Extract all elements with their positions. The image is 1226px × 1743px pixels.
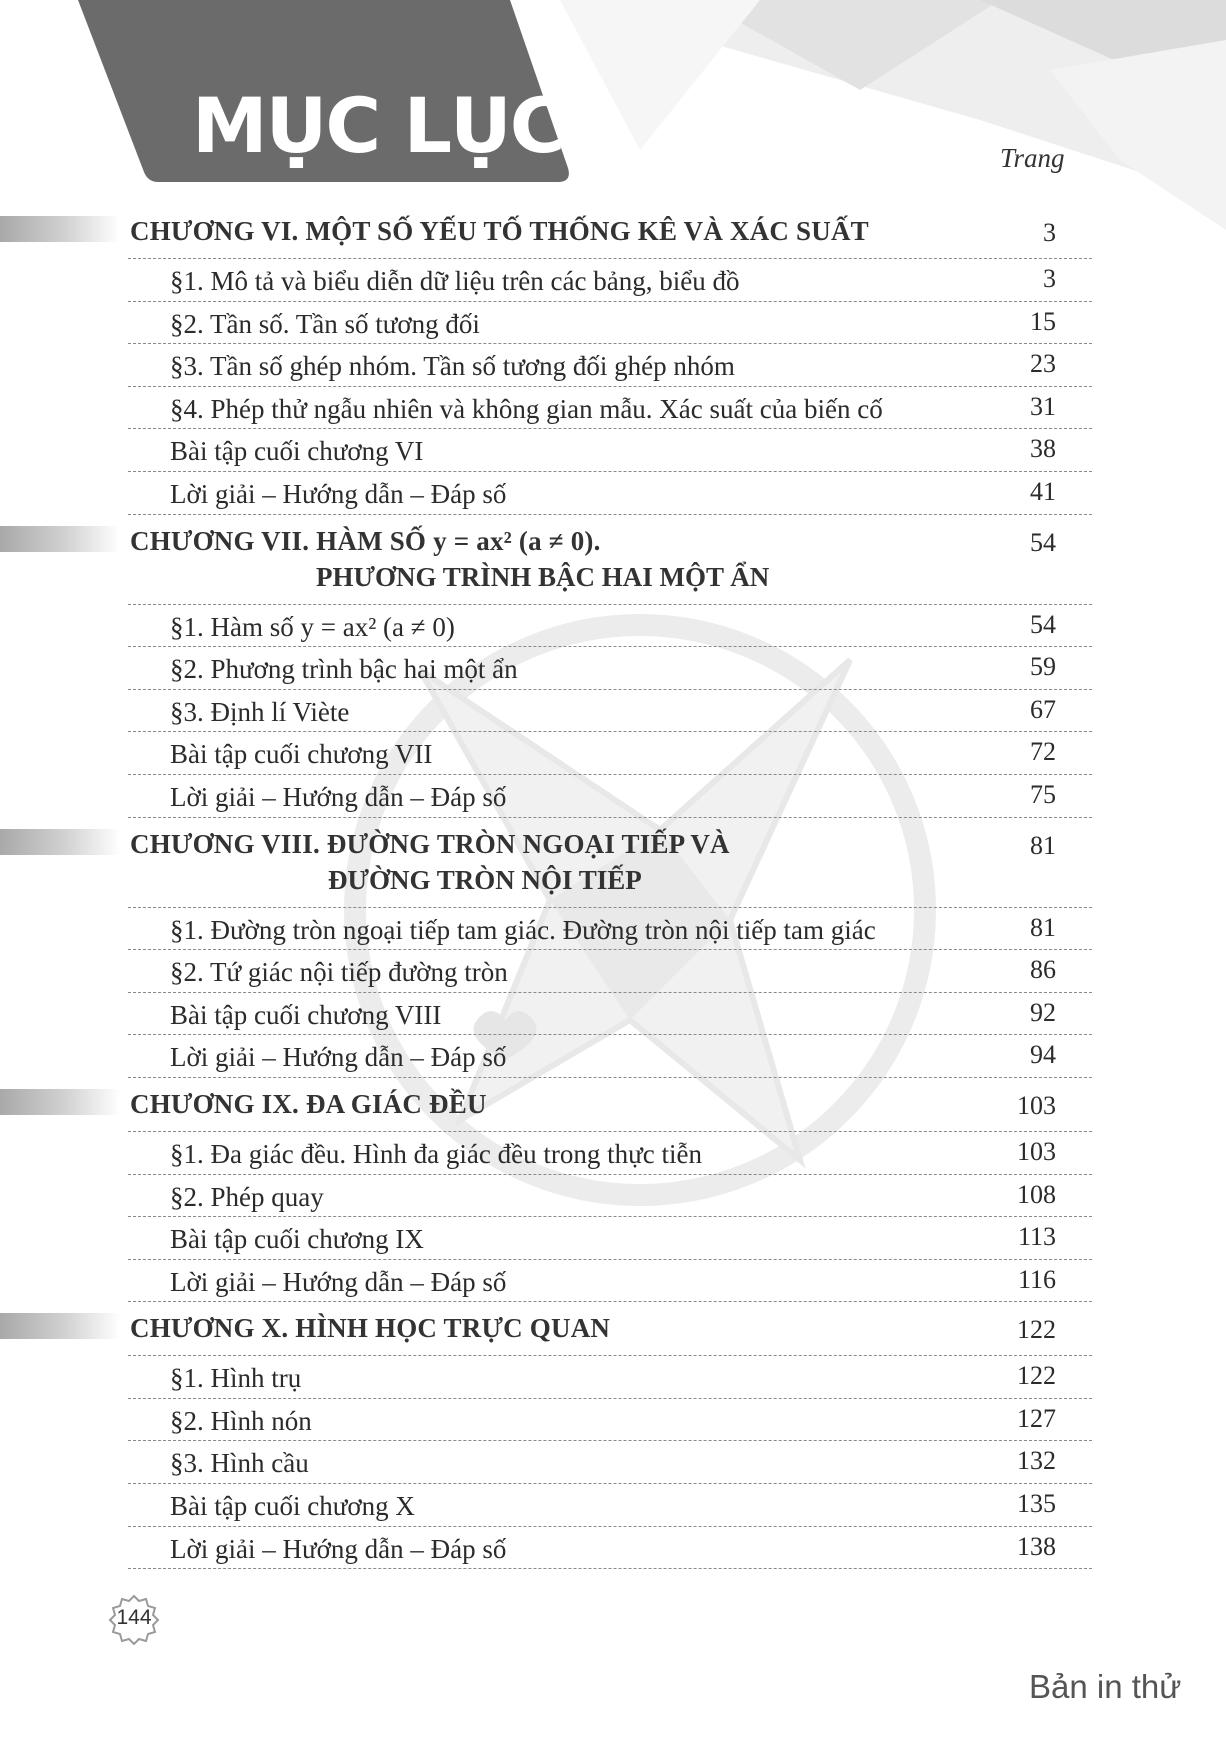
entry-label: §1. Đa giác đều. Hình đa giác đều trong thực tiễn — [170, 1138, 702, 1169]
entry-page-number: 81 — [1030, 912, 1056, 942]
entry-label: Lời giải – Hướng dẫn – Đáp số — [170, 1533, 507, 1564]
entry-label: §1. Mô tả và biểu diễn dữ liệu trên các bảng, biểu đồ — [170, 266, 740, 296]
entry-page-number: 75 — [1030, 779, 1056, 809]
entry-page-number: 94 — [1030, 1040, 1056, 1070]
toc-entry[interactable] — [128, 1217, 1092, 1260]
toc-entry[interactable] — [128, 1260, 1092, 1303]
entry-page-number: 116 — [1017, 1264, 1056, 1294]
chapter-bar-decoration — [0, 526, 120, 552]
chapter-row[interactable] — [128, 515, 1092, 605]
entry-label: §1. Hàm số y = ax² (a ≠ 0) — [170, 611, 455, 642]
entry-label: Lời giải – Hướng dẫn – Đáp số — [170, 781, 507, 812]
table-of-contents — [0, 205, 1226, 1569]
entry-label: §2. Phương trình bậc hai một ẩn — [170, 654, 518, 685]
entry-page-number: 86 — [1030, 955, 1056, 985]
chapter-bar-decoration — [0, 1313, 120, 1339]
entry-label: §2. Hình nón — [170, 1405, 312, 1436]
entry-page-number: 138 — [1017, 1531, 1056, 1561]
entry-label: §3. Hình cầu — [170, 1448, 309, 1479]
toc-entry[interactable] — [128, 429, 1092, 472]
entry-page-number: 122 — [1017, 1361, 1056, 1391]
entry-label: §1. Hình trụ — [170, 1363, 302, 1394]
entry-page-number: 15 — [1030, 306, 1056, 336]
toc-entry[interactable] — [128, 1484, 1092, 1527]
chapter-page-number: 103 — [1017, 1090, 1056, 1120]
toc-entry[interactable] — [128, 472, 1092, 515]
entry-label: Lời giải – Hướng dẫn – Đáp số — [170, 1042, 507, 1073]
toc-entry[interactable] — [128, 993, 1092, 1036]
toc-entry[interactable] — [128, 647, 1092, 690]
toc-entry[interactable] — [128, 1441, 1092, 1484]
entry-page-number: 132 — [1017, 1446, 1056, 1476]
entry-page-number: 54 — [1030, 609, 1056, 639]
entry-page-number: 59 — [1030, 652, 1056, 682]
toc-entry[interactable] — [128, 690, 1092, 733]
entry-page-number: 103 — [1017, 1136, 1056, 1166]
chapter-row[interactable] — [128, 205, 1092, 259]
chapter-title: CHƯƠNG X. HÌNH HỌC TRỰC QUAN — [130, 1313, 611, 1344]
chapter-title: CHƯƠNG VI. MỘT SỐ YẾU TỐ THỐNG KÊ VÀ XÁC SUẤT — [130, 216, 869, 246]
entry-label: Bài tập cuối chương X — [170, 1491, 415, 1522]
toc-entry[interactable] — [128, 1175, 1092, 1218]
chapter-title: CHƯƠNG IX. ĐA GIÁC ĐỀU — [130, 1088, 487, 1119]
chapter-title-line2: ĐƯỜNG TRÒN NỘI TIẾP — [328, 864, 642, 895]
entry-label: §4. Phép thử ngẫu nhiên và không gian mẫu. Xác suất của biến cố — [170, 393, 883, 424]
entry-page-number: 31 — [1030, 391, 1056, 421]
entry-label: §1. Đường tròn ngoại tiếp tam giác. Đường tròn nội tiếp tam giác — [170, 914, 876, 945]
entry-label: Lời giải – Hướng dẫn – Đáp số — [170, 1266, 507, 1297]
toc-entry[interactable] — [128, 1527, 1092, 1570]
page-title: MỤC LỤC — [192, 81, 564, 170]
chapter-page-number: 81 — [1030, 830, 1056, 860]
page-column-label: Trang — [1000, 143, 1065, 173]
page-number: 144 — [116, 1606, 152, 1629]
entry-page-number: 135 — [1017, 1489, 1056, 1519]
chapter-page-number: 3 — [1043, 218, 1056, 247]
entry-page-number: 92 — [1030, 997, 1056, 1027]
entry-label: §3. Tần số ghép nhóm. Tần số tương đối ghép nhóm — [170, 351, 735, 382]
toc-entry[interactable] — [128, 387, 1092, 430]
toc-entry[interactable] — [128, 344, 1092, 387]
entry-page-number: 41 — [1030, 476, 1056, 506]
chapter-row[interactable] — [128, 1302, 1092, 1356]
entry-page-number: 23 — [1030, 349, 1056, 379]
entry-page-number: 108 — [1017, 1179, 1056, 1209]
entry-page-number: 72 — [1030, 737, 1056, 767]
draft-print-note: Bản in thử — [1029, 1668, 1182, 1705]
toc-entry[interactable] — [128, 1356, 1092, 1399]
chapter-bar-decoration — [0, 1089, 120, 1115]
toc-entry[interactable] — [128, 1399, 1092, 1442]
entry-label: Bài tập cuối chương VI — [170, 436, 424, 467]
entry-label: §2. Tứ giác nội tiếp đường tròn — [170, 957, 508, 988]
chapter-page-number: 54 — [1030, 527, 1056, 557]
toc-entry[interactable] — [128, 1132, 1092, 1175]
entry-page-number: 127 — [1017, 1403, 1056, 1433]
chapter-title-line2: PHƯƠNG TRÌNH BẬC HAI MỘT ẨN — [316, 561, 770, 592]
chapter-bar-decoration — [0, 216, 120, 242]
entry-label: Lời giải – Hướng dẫn – Đáp số — [170, 478, 507, 509]
entry-label: §2. Phép quay — [170, 1181, 324, 1212]
entry-label: Bài tập cuối chương IX — [170, 1224, 424, 1255]
toc-entry[interactable] — [128, 1035, 1092, 1078]
chapter-page-number: 122 — [1017, 1315, 1056, 1345]
chapter-title: CHƯƠNG VII. HÀM SỐ y = ax² (a ≠ 0). — [130, 525, 601, 556]
entry-page-number: 38 — [1030, 434, 1056, 464]
toc-entry[interactable] — [128, 732, 1092, 775]
entry-page-number: 67 — [1030, 694, 1056, 724]
chapter-title: CHƯƠNG VIII. ĐƯỜNG TRÒN NGOẠI TIẾP VÀ — [130, 828, 730, 859]
toc-entry[interactable] — [128, 302, 1092, 345]
entry-label: §2. Tần số. Tần số tương đối — [170, 308, 480, 339]
toc-entry[interactable] — [128, 908, 1092, 951]
entry-page-number: 3 — [1043, 264, 1056, 293]
toc-entry[interactable] — [128, 775, 1092, 818]
chapter-row[interactable] — [128, 818, 1092, 908]
entry-label: Bài tập cuối chương VIII — [170, 999, 442, 1030]
entry-page-number: 113 — [1017, 1222, 1056, 1252]
entry-label: Bài tập cuối chương VII — [170, 739, 433, 770]
chapter-bar-decoration — [0, 829, 120, 855]
toc-entry[interactable] — [128, 605, 1092, 648]
entry-label: §3. Định lí Viète — [170, 696, 350, 727]
toc-entry[interactable] — [128, 259, 1092, 302]
chapter-row[interactable] — [128, 1078, 1092, 1132]
toc-entry[interactable] — [128, 950, 1092, 993]
